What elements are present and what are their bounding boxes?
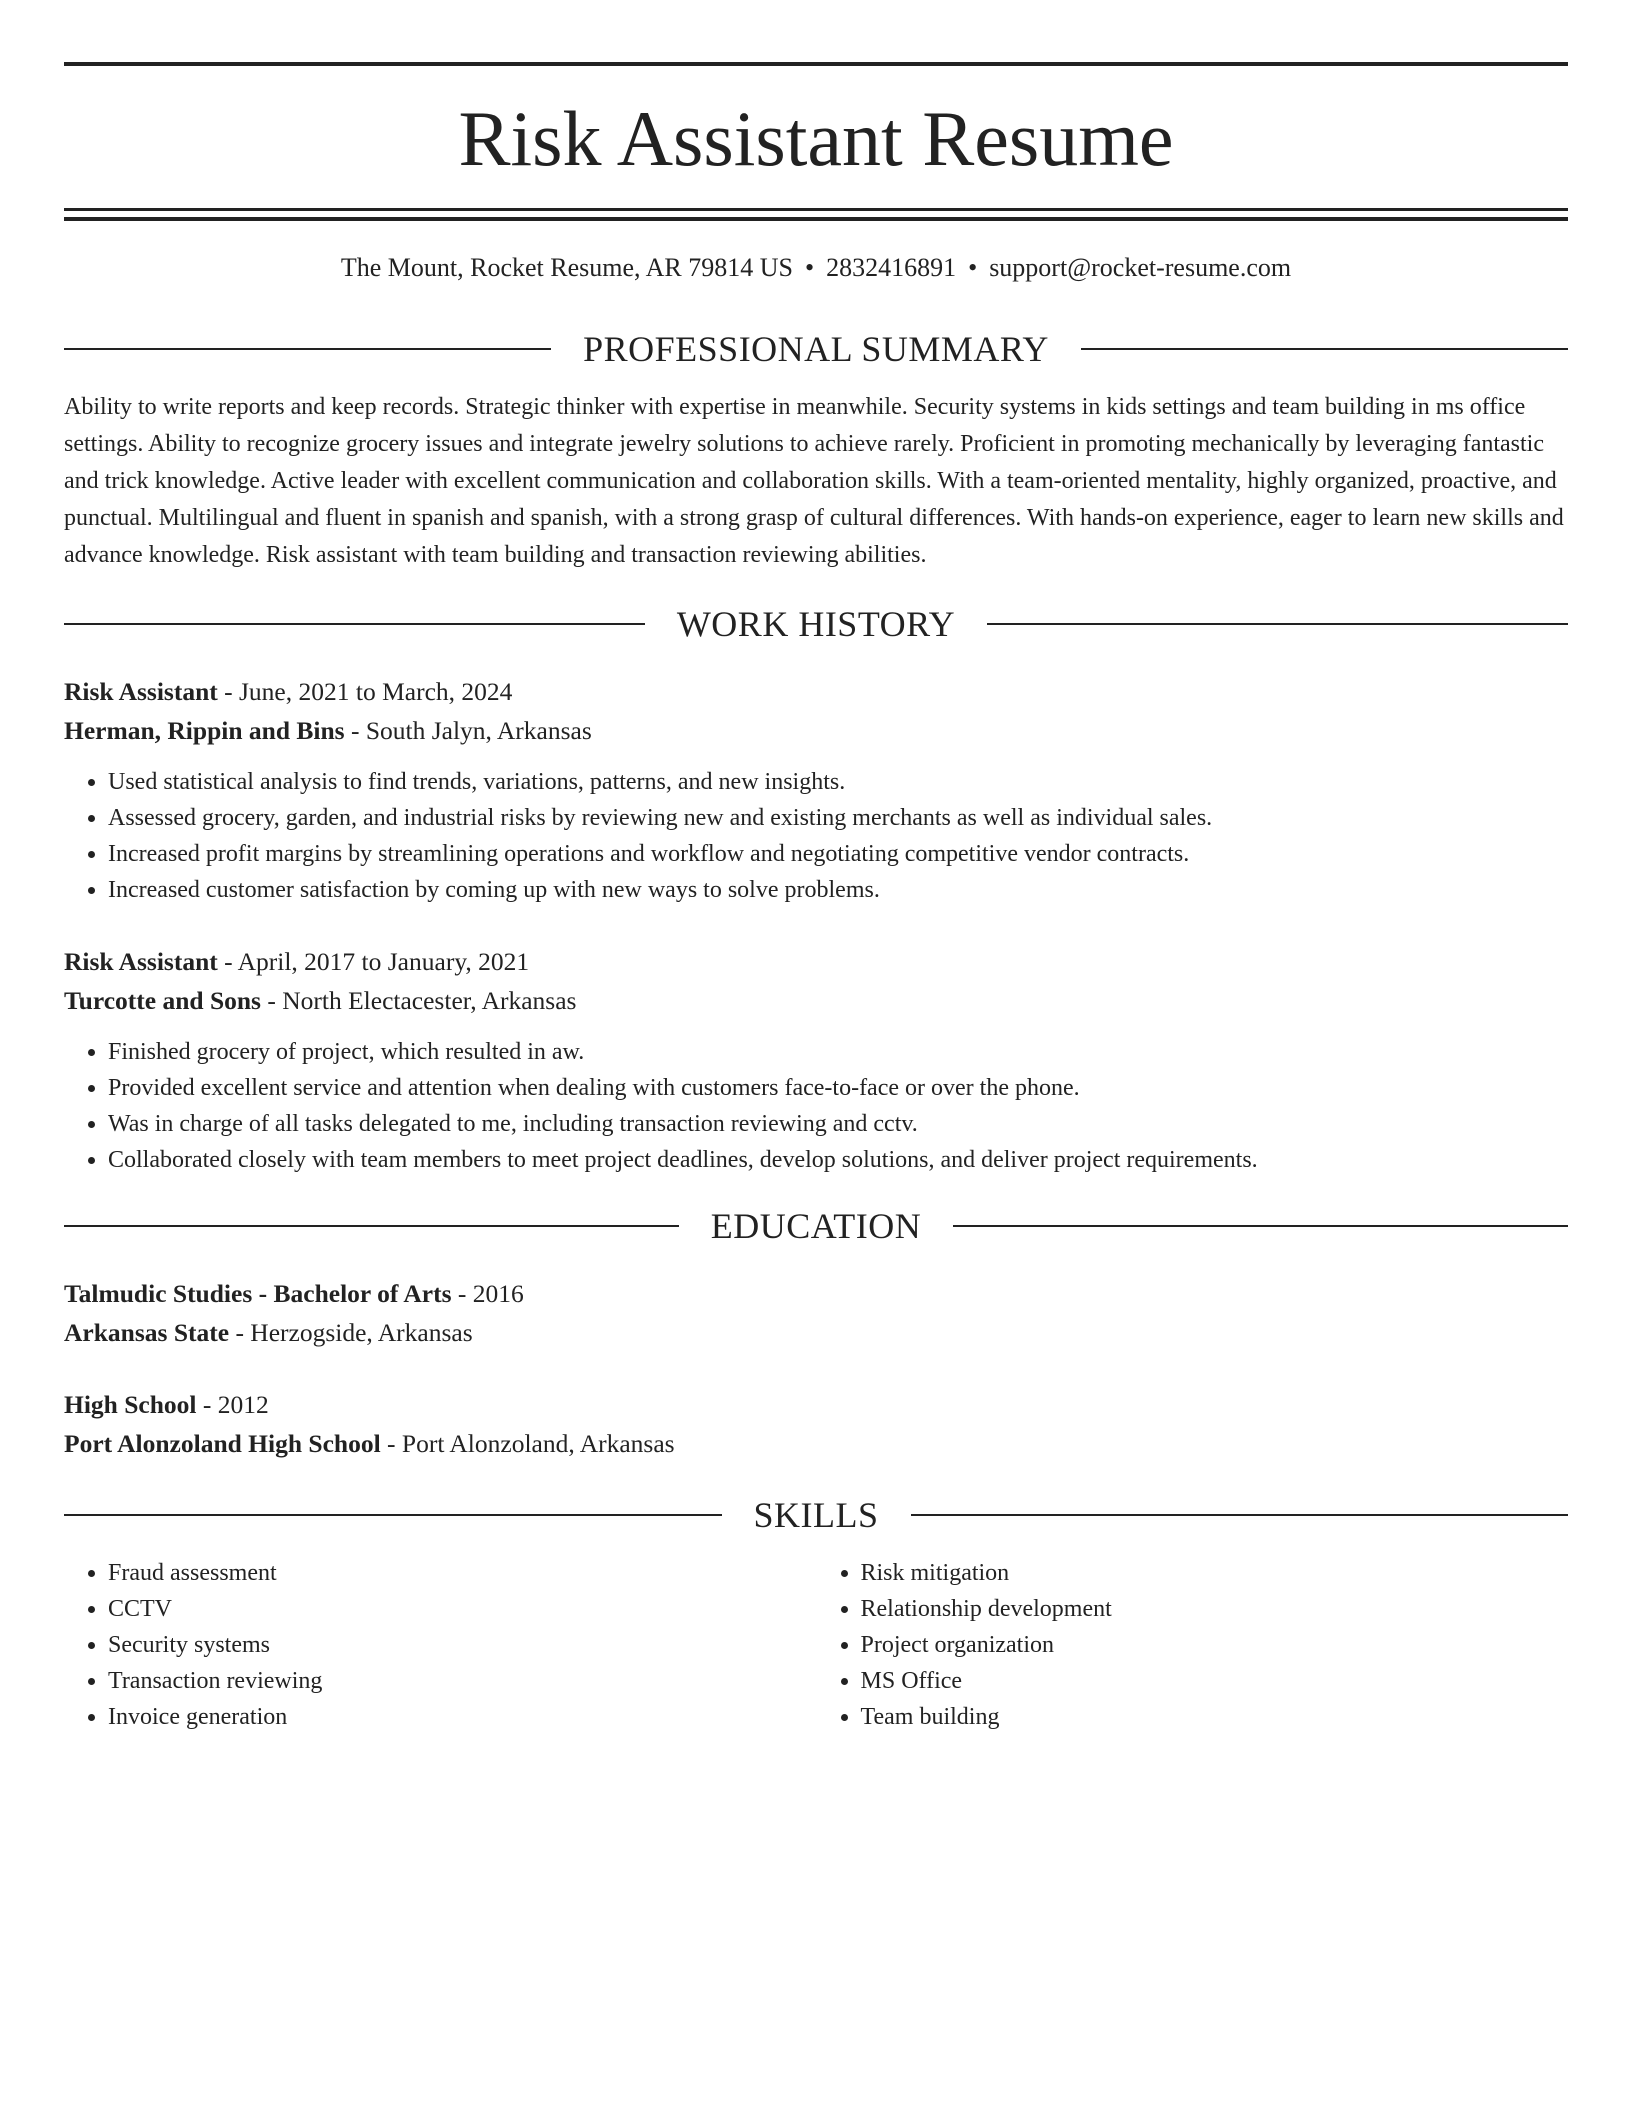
summary-heading-label: PROFESSIONAL SUMMARY (583, 329, 1049, 369)
heading-rule-left (64, 348, 551, 350)
job-company: Herman, Rippin and Bins (64, 716, 345, 745)
education-entry-1 (64, 1274, 1568, 1352)
skills-list-left (64, 1555, 816, 1735)
contact-separator: • (968, 253, 978, 282)
job-duty: • Provided excellent service and attention when dealing with customers face-to-face or over the phone. (108, 1070, 1568, 1106)
job-duty: • Used statistical analysis to find trends, variations, patterns, and new insights. (108, 764, 1568, 800)
job-title: Risk Assistant (64, 947, 218, 976)
skill-item: • MS Office (861, 1663, 1569, 1699)
education-location: - Port Alonzoland, Arkansas (380, 1429, 675, 1458)
heading-rule-right (1081, 348, 1568, 350)
education-school: Port Alonzoland High School (64, 1429, 381, 1458)
heading-rule-right (953, 1225, 1568, 1227)
job-duties-list (64, 1034, 1568, 1178)
skill-item: • Invoice generation (108, 1699, 816, 1735)
education-heading-label: EDUCATION (710, 1206, 922, 1246)
skill-item: • Relationship development (861, 1591, 1569, 1627)
heading-rule-left (64, 1225, 679, 1227)
job-company-line (64, 981, 1568, 1020)
job-title-line (64, 672, 1568, 711)
job-duty: • Was in charge of all tasks delegated to me, including transaction reviewing and cctv. (108, 1106, 1568, 1142)
skill-item: • Project organization (861, 1627, 1569, 1663)
summary-section-heading (64, 331, 1568, 367)
heading-rule-right (987, 623, 1568, 625)
education-year: - 2012 (196, 1390, 269, 1419)
job-duty: • Collaborated closely with team members to meet project deadlines, develop solutions, and deliver project requirements. (108, 1142, 1568, 1178)
job-duty: • Finished grocery of project, which resulted in aw. (108, 1034, 1568, 1070)
skill-item: • Team building (861, 1699, 1569, 1735)
skill-item: • Security systems (108, 1627, 816, 1663)
job-location: - North Electacester, Arkansas (260, 986, 577, 1015)
job-location: - South Jalyn, Arkansas (344, 716, 592, 745)
education-school: Arkansas State (64, 1318, 230, 1347)
heading-rule-right (911, 1514, 1569, 1516)
heading-rule-left (64, 623, 645, 625)
skills-columns (64, 1555, 1568, 1735)
top-rule (64, 62, 1568, 66)
summary-text: Ability to write reports and keep records. Strategic thinker with expertise in meanwhile. Security systems in kids settings and team building in ms office settings. Ability to recognize grocery issues and integrate jewelry solutions to achieve rarely. Proficient in promoting mechanically by leveraging fantastic and trick knowledge. Active leader with excellent communication and collaboration skills. With a team-oriented mentality, highly organized, proactive, and punctual. Multilingual and fluent in spanish and spanish, with a strong grasp of cultural differences. With hands-on experience, eager to learn new skills and advance knowledge. Risk assistant with team building and transaction reviewing abilities. (64, 394, 1564, 568)
job-company: Turcotte and Sons (64, 986, 261, 1015)
job-entry-1 (64, 672, 1568, 908)
heading-rule-left (64, 1514, 722, 1516)
title-double-rule (64, 208, 1568, 221)
education-degree: Talmudic Studies - Bachelor of Arts (64, 1279, 452, 1308)
skills-list-right (816, 1555, 1569, 1735)
job-duty: • Assessed grocery, garden, and industrial risks by reviewing new and existing merchants as well as individual sales. (108, 800, 1568, 836)
contact-email: support@rocket-resume.com (989, 253, 1292, 282)
job-dates: - June, 2021 to March, 2024 (217, 677, 513, 706)
job-title-line (64, 942, 1568, 981)
education-entry-2 (64, 1385, 1568, 1463)
skill-item: • Fraud assessment (108, 1555, 816, 1591)
education-section-heading (64, 1208, 1568, 1244)
skill-item: • Transaction reviewing (108, 1663, 816, 1699)
resume-title: Risk Assistant Resume (458, 95, 1174, 182)
job-dates: - April, 2017 to January, 2021 (217, 947, 530, 976)
job-duty: • Increased customer satisfaction by coming up with new ways to solve problems. (108, 872, 1568, 908)
job-title: Risk Assistant (64, 677, 218, 706)
skill-item: • Risk mitigation (861, 1555, 1569, 1591)
education-school-line (64, 1424, 1568, 1463)
education-degree: High School (64, 1390, 197, 1419)
contact-line (64, 255, 1568, 281)
skills-heading-label: SKILLS (753, 1495, 879, 1535)
work-heading-label: WORK HISTORY (676, 604, 956, 644)
education-location: - Herzogside, Arkansas (229, 1318, 473, 1347)
job-entry-2 (64, 942, 1568, 1178)
job-duties-list (64, 764, 1568, 908)
work-section-heading (64, 606, 1568, 642)
job-duty: • Increased profit margins by streamlining operations and workflow and negotiating competitive vendor contracts. (108, 836, 1568, 872)
job-company-line (64, 711, 1568, 750)
skills-section-heading (64, 1497, 1568, 1533)
education-degree-line (64, 1385, 1568, 1424)
education-year: - 2016 (451, 1279, 524, 1308)
education-degree-line (64, 1274, 1568, 1313)
skill-item: • CCTV (108, 1591, 816, 1627)
education-school-line (64, 1313, 1568, 1352)
contact-separator: • (804, 253, 815, 282)
contact-phone: 2832416891 (826, 253, 957, 282)
contact-address: The Mount, Rocket Resume, AR 79814 US (340, 253, 793, 282)
